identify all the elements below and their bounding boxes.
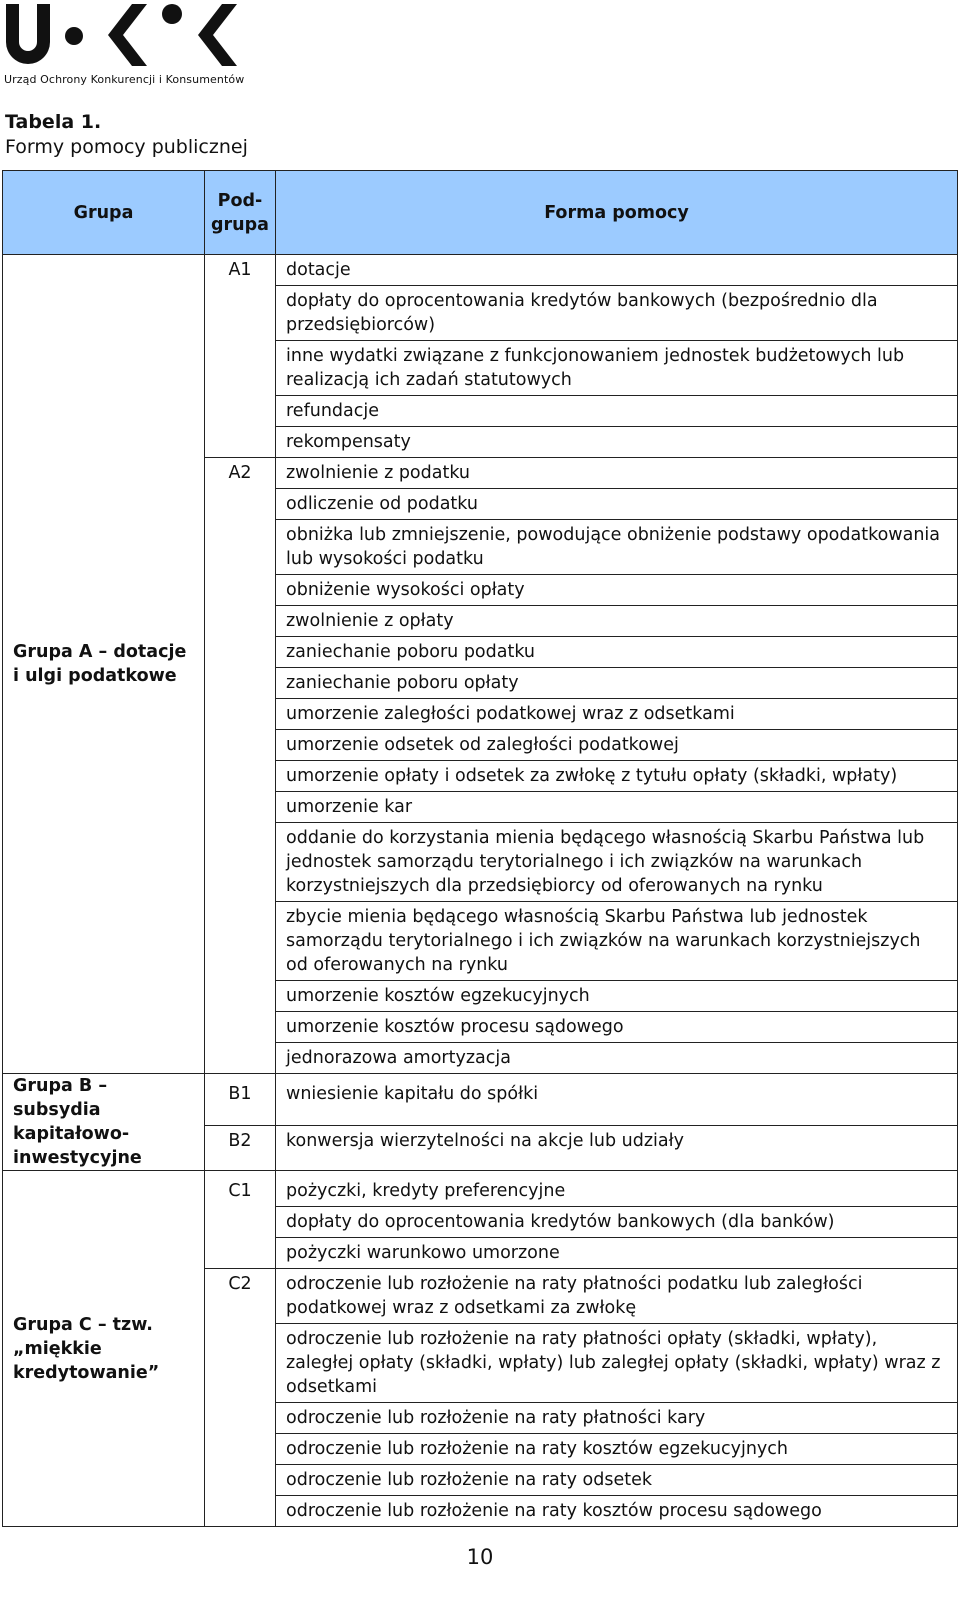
form-cell: dotacje <box>276 255 958 286</box>
form-cell: umorzenie kosztów egzekucyjnych <box>276 981 958 1012</box>
table-row <box>3 1074 958 1126</box>
subgroup-cell-c2: C2 <box>205 1269 276 1527</box>
form-cell: wniesienie kapitału do spółki <box>276 1074 958 1126</box>
form-cell: odroczenie lub rozłożenie na raty płatności kary <box>276 1403 958 1434</box>
table-header-row <box>3 171 958 255</box>
table-number: Tabela 1. <box>5 111 102 133</box>
form-cell: inne wydatki związane z funkcjonowaniem jednostek budżetowych lub realizacją ich zadań statutowych <box>276 341 958 396</box>
form-cell: odroczenie lub rozłożenie na raty kosztów procesu sądowego <box>276 1496 958 1527</box>
form-cell: umorzenie kar <box>276 792 958 823</box>
header-group: Grupa <box>3 171 205 255</box>
uokik-logo <box>4 2 244 92</box>
table-caption <box>5 110 248 160</box>
form-cell: odroczenie lub rozłożenie na raty płatności podatku lub zaległości podatkowej wraz z odsetkami za zwłokę <box>276 1269 958 1324</box>
form-cell: pożyczki warunkowo umorzone <box>276 1238 958 1269</box>
aid-forms-table <box>2 170 958 1527</box>
subgroup-cell-a2: A2 <box>205 458 276 1074</box>
form-cell: obniżka lub zmniejszenie, powodujące obniżenie podstawy opodatkowania lub wysokości podatku <box>276 520 958 575</box>
form-cell: odroczenie lub rozłożenie na raty płatności opłaty (składki, wpłaty), zaległej opłaty (składki, wpłaty) lub zaległej opłaty (składki, wpłaty) wraz z odsetkami <box>276 1324 958 1403</box>
form-cell: obniżenie wysokości opłaty <box>276 575 958 606</box>
form-cell: zaniechanie poboru opłaty <box>276 668 958 699</box>
logo-caption: Urząd Ochrony Konkurencji i Konsumentów <box>4 73 245 86</box>
form-cell: pożyczki, kredyty preferencyjne <box>276 1171 958 1207</box>
subgroup-cell-c1: C1 <box>205 1171 276 1269</box>
form-cell: umorzenie opłaty i odsetek za zwłokę z tytułu opłaty (składki, wpłaty) <box>276 761 958 792</box>
form-cell: odliczenie od podatku <box>276 489 958 520</box>
form-cell: oddanie do korzystania mienia będącego własnością Skarbu Państwa lub jednostek samorządu terytorialnego i ich związków na warunkach korzystniejszych dla przedsiębiorcy od oferowanych na rynku <box>276 823 958 902</box>
form-cell: zaniechanie poboru podatku <box>276 637 958 668</box>
header-form: Forma pomocy <box>276 171 958 255</box>
form-cell: umorzenie odsetek od zaległości podatkowej <box>276 730 958 761</box>
table-row <box>3 255 958 286</box>
form-cell: rekompensaty <box>276 427 958 458</box>
form-cell: odroczenie lub rozłożenie na raty odsetek <box>276 1465 958 1496</box>
uokik-logo-mark <box>4 2 244 72</box>
group-cell-b: Grupa B – subsydia kapitałowo-inwestycyjne <box>3 1074 205 1171</box>
form-cell: konwersja wierzytelności na akcje lub udziały <box>276 1126 958 1171</box>
group-cell-a: Grupa A – dotacje i ulgi podatkowe <box>3 255 205 1074</box>
form-cell: refundacje <box>276 396 958 427</box>
form-cell: umorzenie kosztów procesu sądowego <box>276 1012 958 1043</box>
subgroup-cell-b1: B1 <box>205 1074 276 1126</box>
group-cell-c: Grupa C – tzw. „miękkie kredytowanie” <box>3 1171 205 1527</box>
table-row <box>3 1171 958 1207</box>
form-cell: dopłaty do oprocentowania kredytów bankowych (dla banków) <box>276 1207 958 1238</box>
subgroup-cell-b2: B2 <box>205 1126 276 1171</box>
form-cell: jednorazowa amortyzacja <box>276 1043 958 1074</box>
form-cell: umorzenie zaległości podatkowej wraz z odsetkami <box>276 699 958 730</box>
table-title: Formy pomocy publicznej <box>5 136 248 158</box>
subgroup-cell-a1: A1 <box>205 255 276 458</box>
form-cell: zbycie mienia będącego własnością Skarbu Państwa lub jednostek samorządu terytorialnego i ich związków na warunkach korzystniejszych od oferowanych na rynku <box>276 902 958 981</box>
form-cell: dopłaty do oprocentowania kredytów bankowych (bezpośrednio dla przedsiębiorców) <box>276 286 958 341</box>
form-cell: odroczenie lub rozłożenie na raty kosztów egzekucyjnych <box>276 1434 958 1465</box>
form-cell: zwolnienie z opłaty <box>276 606 958 637</box>
page-number: 10 <box>466 1545 494 1569</box>
header-subgroup: Pod- grupa <box>205 171 276 255</box>
form-cell: zwolnienie z podatku <box>276 458 958 489</box>
